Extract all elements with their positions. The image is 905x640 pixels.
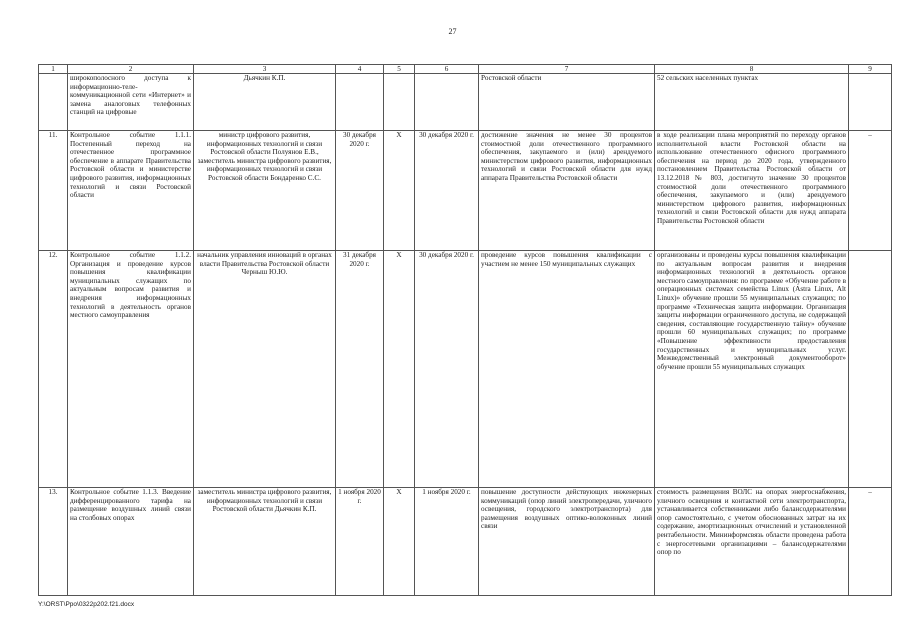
page-number: 27 xyxy=(448,27,457,36)
note-cell: – xyxy=(849,488,892,596)
note-cell: – xyxy=(849,131,892,251)
column-header: 4 xyxy=(336,65,384,74)
note-cell xyxy=(849,251,892,488)
event-cell: Контрольное событие 1.1.1. Постепенный переход на отечественное программное обеспечение в аппарате Правительства Ростовской области и министерстве цифрового развития, информационных технологий и связи Ростовской области xyxy=(68,131,194,251)
table-row xyxy=(39,488,892,596)
responsible-cell: заместитель министра цифрового развития, информационных технологий и связи Ростовской области Дьячкин К.П. xyxy=(194,488,336,596)
col5-cell: Х xyxy=(384,251,415,488)
row-number xyxy=(39,74,68,131)
note-cell xyxy=(849,74,892,131)
planned-date-cell xyxy=(336,74,384,131)
actual-result-cell: в ходе реализации плана мероприятий по переходу органов исполнительной власти Ростовской области на использование отечественного офисного программного обеспечения на период до 2020 года, утвержденного постановлением Правительства Ростовской области от 13.12.2018 № 803, достигнуто значение 30 процентов стоимостной доли отечественного программного обеспечения, закупаемого и (или) арендуемого министерством цифрового развития, информационных технологий и связи Ростовской области для нужд аппарата Правительства Ростовской области xyxy=(655,131,849,251)
column-header: 1 xyxy=(39,65,68,74)
planned-date-cell: 30 декабря 2020 г. xyxy=(336,131,384,251)
column-header: 3 xyxy=(194,65,336,74)
expected-result-cell: проведение курсов повышения квалификации с участием не менее 150 муниципальных служащих xyxy=(479,251,655,488)
report-table xyxy=(38,64,892,596)
column-header: 9 xyxy=(849,65,892,74)
col5-cell: Х xyxy=(384,488,415,596)
responsible-cell: министр цифрового развития, информационных технологий и связи Ростовской области Полуянов Е.В., заместитель министра цифрового развития, информационных технологий и связи Ростовской области Бондаренко С.С. xyxy=(194,131,336,251)
column-header: 5 xyxy=(384,65,415,74)
row-number: 12. xyxy=(39,251,68,488)
col5-cell: Х xyxy=(384,131,415,251)
column-number-row xyxy=(39,65,892,74)
column-header: 6 xyxy=(415,65,479,74)
table-row xyxy=(39,74,892,131)
table-row xyxy=(39,251,892,488)
column-header: 8 xyxy=(655,65,849,74)
actual-date-cell: 1 ноября 2020 г. xyxy=(415,488,479,596)
expected-result-cell: повышение доступности действующих инженерных коммуникаций (опор линий электропередачи, уличного освещения, городского электротранспорта) для размещения воздушных оптико-волоконных линий связи xyxy=(479,488,655,596)
actual-date-cell: 30 декабря 2020 г. xyxy=(415,251,479,488)
actual-result-cell: стоимость размещения ВОЛС на опорах энергоснабжения, уличного освещения и контактной сети электротранспорта, устанавливается собственниками либо балансодержателями опор самостоятельно, с учетом обоснованных затрат на их содержание, амортизационных отчислений и установленной рентабельности. Мининформсвязь области проведена работа с энергосетевыми организациями – балансодержателями опор по xyxy=(655,488,849,596)
column-header: 2 xyxy=(68,65,194,74)
actual-result-cell: организованы и проведены курсы повышения квалификации по актуальным вопросам развития и внедрения информационных технологий в деятельность органов местного самоуправления: по программе «Обучение работе в операционных системах семейства Linux (Astra Linux, Alt Linux)» обучение прошли 55 муниципальных служащих; по программе «Техническая защита информации. Организация защиты информации ограниченного доступа, не содержащей сведения, составляющие государственную тайну» обучение прошли 60 муниципальных служащих; по программе «Повышение эффективности предоставления государственных и муниципальных услуг. Межведомственный электронный документооборот» обучение прошли 55 муниципальных служащих xyxy=(655,251,849,488)
expected-result-cell: Ростовской области xyxy=(479,74,655,131)
row-number: 13. xyxy=(39,488,68,596)
responsible-cell: Дьячкин К.П. xyxy=(194,74,336,131)
planned-date-cell: 1 ноября 2020 г. xyxy=(336,488,384,596)
responsible-cell: начальник управления инноваций в органах власти Правительства Ростовской области Черныш Ю.Ю. xyxy=(194,251,336,488)
actual-date-cell: 30 декабря 2020 г. xyxy=(415,131,479,251)
planned-date-cell: 31 декабря 2020 г. xyxy=(336,251,384,488)
actual-result-cell: 52 сельских населенных пунктах xyxy=(655,74,849,131)
event-cell: Контрольное событие 1.1.3. Введение дифференцированного тарифа на размещение воздушных линий связи на столбовых опорах xyxy=(68,488,194,596)
actual-date-cell xyxy=(415,74,479,131)
document-path: Y:\ORST\Ppo\0322p202.f21.docx xyxy=(38,601,135,608)
event-cell: широкополосного доступа к информационно-теле-коммуникационной сети «Интернет» и замена аналоговых телефонных станций на цифровые xyxy=(68,74,194,131)
event-cell: Контрольное событие 1.1.2. Организация и проведение курсов повышения квалификации муниципальных служащих по актуальным вопросам развития и внедрения информационных технологий в деятельность органов местного самоуправления xyxy=(68,251,194,488)
column-header: 7 xyxy=(479,65,655,74)
table-row xyxy=(39,131,892,251)
expected-result-cell: достижение значения не менее 30 процентов стоимостной доли отечественного программного обеспечения, закупаемого и (или) арендуемого министерством цифрового развития, информационных технологий и связи Ростовской области для нужд аппарата Правительства Ростовской области xyxy=(479,131,655,251)
col5-cell xyxy=(384,74,415,131)
row-number: 11. xyxy=(39,131,68,251)
